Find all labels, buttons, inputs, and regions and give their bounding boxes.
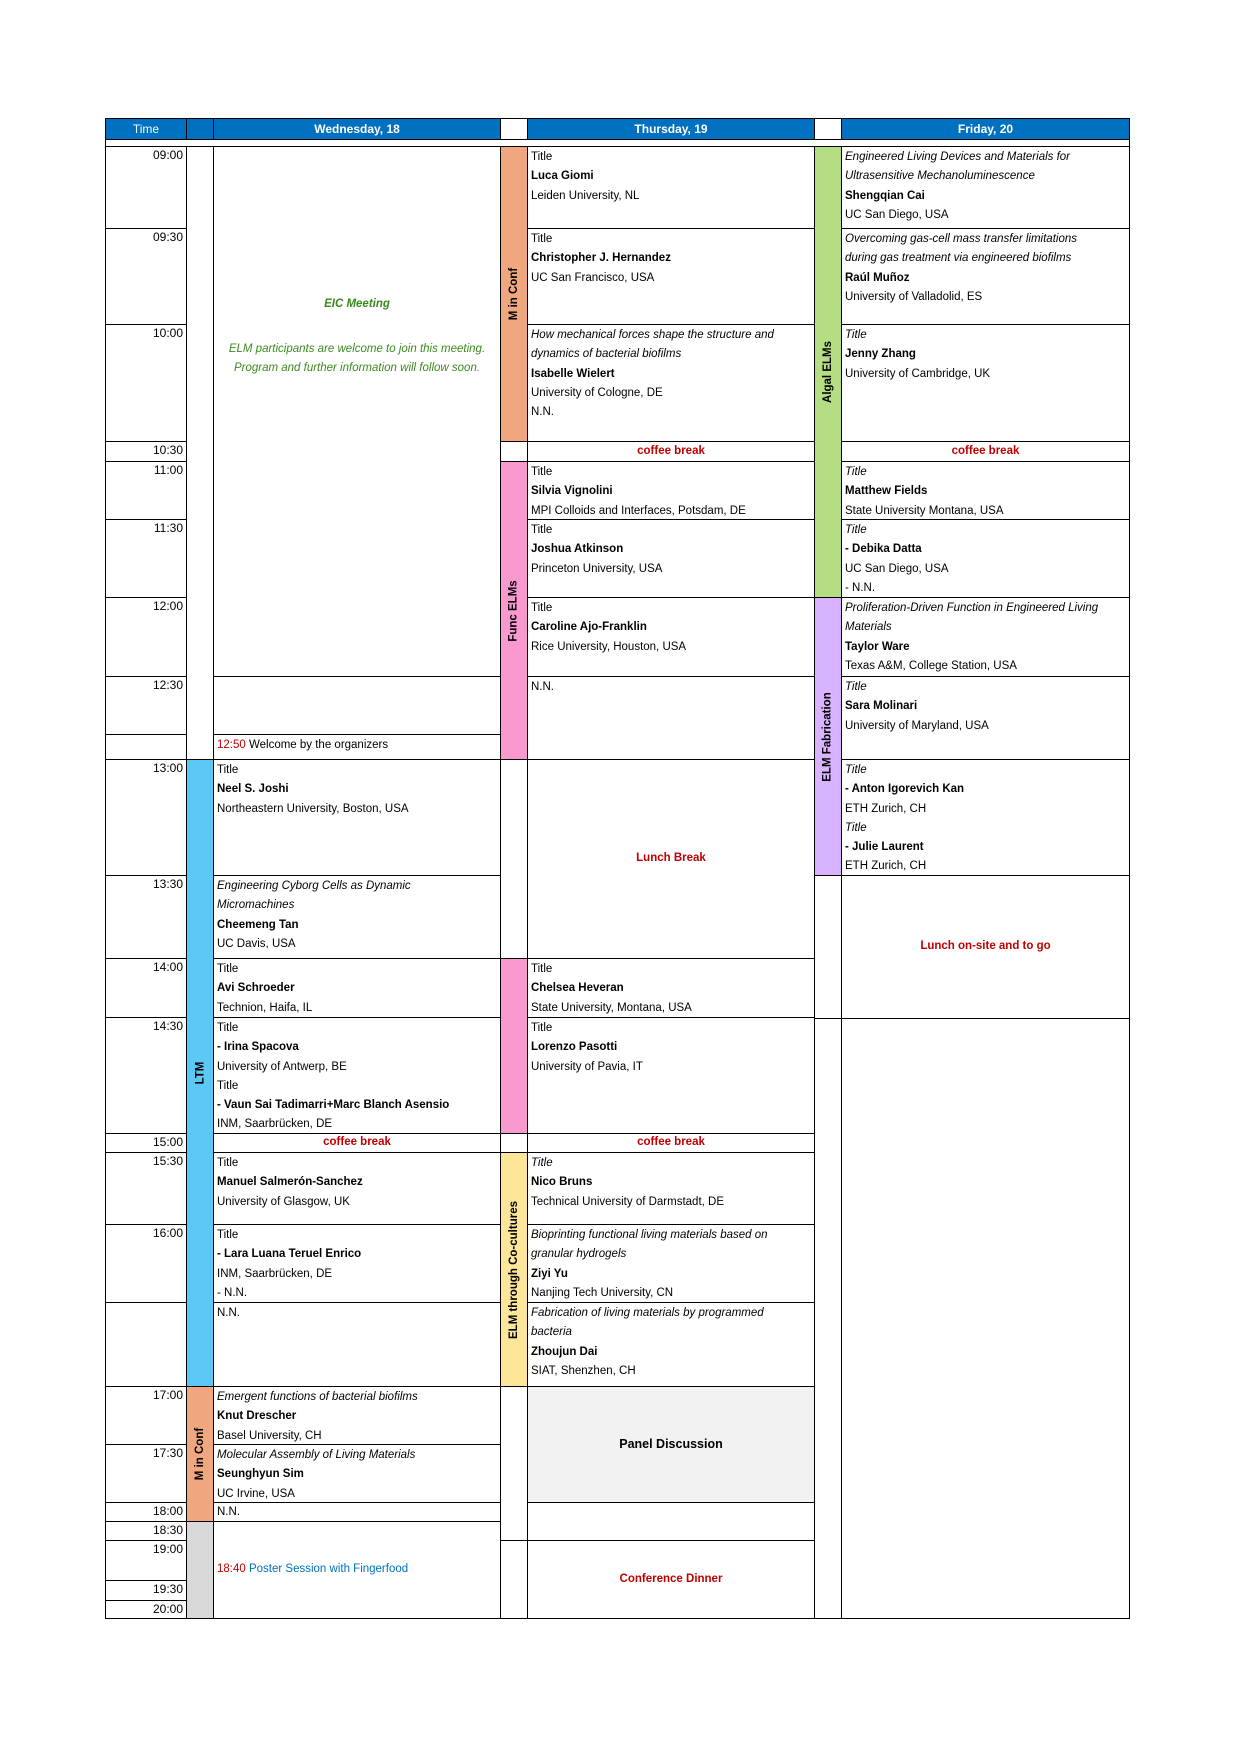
time-divider	[105, 1152, 187, 1153]
thu-1800-empty	[527, 1502, 815, 1541]
wed-coffee-break: coffee break	[213, 1133, 501, 1153]
thu-coffee-break-1: coffee break	[527, 441, 815, 462]
talk-thu-1230-nn: N.N.	[527, 676, 815, 760]
time-divider	[105, 875, 187, 876]
time-label: 11:30	[105, 519, 187, 597]
time-divider	[105, 519, 187, 520]
panel-discussion: Panel Discussion	[527, 1386, 815, 1503]
talk-drescher: Emergent functions of bacterial biofilms Knut Drescher Basel University, CH	[213, 1386, 501, 1445]
time-divider	[105, 676, 187, 677]
session-algal-elms: Algal ELMs	[814, 146, 842, 598]
session-m-in-conf-wed: M in Conf	[186, 1386, 214, 1522]
header-time: Time	[105, 118, 187, 140]
time-label: 19:30	[105, 1580, 187, 1600]
time-divider	[105, 958, 187, 959]
talk-giomi: Title Luca Giomi Leiden University, NL	[527, 146, 815, 229]
eic-title: EIC Meeting	[324, 297, 390, 310]
time-divider	[105, 146, 187, 147]
wed-1230-empty	[213, 676, 501, 735]
lunch-break: Lunch Break	[527, 759, 815, 959]
conference-dinner: Conference Dinner	[527, 1540, 815, 1619]
eic-meeting	[213, 146, 501, 677]
eic-note: ELM participants are welcome to join this meeting. Program and further information will follow soon.	[228, 343, 486, 375]
time-divider	[105, 1580, 187, 1581]
fri-bar-empty	[814, 1018, 842, 1619]
time-label: 20:00	[105, 1600, 187, 1619]
fri-coffee-break: coffee break	[841, 441, 1130, 462]
talk-joshi: Title Neel S. Joshi Northeastern University, Boston, USA	[213, 759, 501, 876]
time-divider	[105, 597, 187, 598]
time-label: 15:30	[105, 1152, 187, 1224]
thu-bar-dinner	[500, 1540, 528, 1619]
talk-atkinson: Title Joshua Atkinson Princeton University, USA	[527, 519, 815, 598]
time-divider	[105, 1133, 187, 1134]
session-elm-fabrication: ELM Fabrication	[814, 597, 842, 876]
talk-fields: Title Matthew Fields State University Montana, USA	[841, 461, 1130, 520]
time-divider	[105, 441, 187, 442]
header-fri-bar	[814, 118, 842, 140]
session-func-elms: Func ELMs	[500, 461, 528, 760]
time-label: 12:00	[105, 597, 187, 676]
time-label: 14:30	[105, 1017, 187, 1133]
talk-bruns: Title Nico Bruns Technical University of Darmstadt, DE	[527, 1152, 815, 1225]
talk-kan-laurent: Title - Anton Igorevich Kan ETH Zurich, CH Title - Julie Laurent ETH Zurich, CH	[841, 759, 1130, 876]
talk-hernandez: Title Christopher J. Hernandez UC San Francisco, USA	[527, 228, 815, 325]
talk-schroeder: Title Avi Schroeder Technion, Haifa, IL	[213, 958, 501, 1018]
fri-afternoon-empty	[841, 1018, 1130, 1619]
time-label: 19:00	[105, 1540, 187, 1580]
time-label: 10:00	[105, 324, 187, 441]
thu-coffee-break-2: coffee break	[527, 1133, 815, 1153]
time-divider	[105, 1017, 187, 1018]
talk-sim: Molecular Assembly of Living Materials Seunghyun Sim UC Irvine, USA	[213, 1444, 501, 1503]
time-divider	[105, 1600, 187, 1601]
talk-wed-1800-nn: N.N.	[213, 1502, 501, 1522]
header-thu-bar	[500, 118, 528, 140]
time-divider	[105, 1386, 187, 1387]
time-label: 16:00	[105, 1224, 187, 1386]
time-divider	[105, 324, 187, 325]
thu-bar-coffee	[500, 441, 528, 462]
talk-datta: Title - Debika Datta UC San Diego, USA - N.N.	[841, 519, 1130, 598]
lunch-on-site: Lunch on-site and to go	[841, 875, 1130, 1019]
time-divider	[105, 1302, 187, 1303]
session-m-in-conf: M in Conf	[500, 146, 528, 442]
time-divider	[105, 734, 187, 735]
talk-wielert: How mechanical forces shape the structure and dynamics of bacterial biofilms Isabelle Wielert University of Cologne, DE N.N.	[527, 324, 815, 442]
talk-salmeron: Title Manuel Salmerón-Sanchez University of Glasgow, UK	[213, 1152, 501, 1225]
wed-welcome	[213, 734, 501, 760]
thu-bar-panel	[500, 1386, 528, 1541]
thu-bar-coffee-2	[500, 1133, 528, 1153]
thu-bar-pink-2	[500, 958, 528, 1134]
time-label: 13:30	[105, 875, 187, 958]
time-divider	[105, 228, 187, 229]
talk-teruel: Title - Lara Luana Teruel Enrico INM, Saarbrücken, DE - N.N.	[213, 1224, 501, 1303]
time-divider	[105, 1224, 187, 1225]
session-co-cultures: ELM through Co-cultures	[500, 1152, 528, 1387]
time-divider	[105, 461, 187, 462]
session-ltm: LTM	[186, 759, 214, 1387]
talk-wed-nn: N.N.	[213, 1302, 501, 1387]
poster-text: Poster Session with Fingerfood	[248, 1563, 409, 1576]
thu-bar-lunch	[500, 759, 528, 959]
talk-spacova: Title - Irina Spacova University of Antwerp, BE Title - Vaun Sai Tadimarri+Marc Blanch Asensio INM, Saarbrücken, DE	[213, 1017, 501, 1134]
time-divider	[105, 1502, 187, 1503]
talk-vignolini: Title Silvia Vignolini MPI Colloids and Interfaces, Potsdam, DE	[527, 461, 815, 520]
time-label: 14:00	[105, 958, 187, 1017]
talk-ware: Proliferation-Driven Function in Engineered Living Materials Taylor Ware Texas A&M, College Station, USA	[841, 597, 1130, 677]
talk-zhang: Title Jenny Zhang University of Cambridge, UK	[841, 324, 1130, 442]
talk-dai: Fabrication of living materials by programmed bacteria Zhoujun Dai SIAT, Shenzhen, CH	[527, 1302, 815, 1387]
time-label: 18:00	[105, 1502, 187, 1521]
header-thursday: Thursday, 19	[527, 118, 815, 140]
talk-heveran: Title Chelsea Heveran State University, Montana, USA	[527, 958, 815, 1018]
poster-session	[213, 1521, 501, 1619]
wed-poster-bar	[186, 1521, 214, 1619]
fri-bar-lunch	[814, 875, 842, 1019]
talk-tan: Engineering Cyborg Cells as Dynamic Micromachines Cheemeng Tan UC Davis, USA	[213, 875, 501, 959]
time-divider	[105, 1444, 187, 1445]
time-label: 13:00	[105, 759, 187, 875]
header-friday: Friday, 20	[841, 118, 1130, 140]
welcome-text: Welcome by the organizers	[248, 739, 389, 751]
time-label: 18:30	[105, 1521, 187, 1540]
time-divider	[105, 759, 187, 760]
talk-molinari: Title Sara Molinari University of Maryland, USA	[841, 676, 1130, 760]
talk-pasotti: Title Lorenzo Pasotti University of Pavia, IT	[527, 1017, 815, 1134]
time-label: 09:00	[105, 146, 187, 228]
header-wednesday: Wednesday, 18	[213, 118, 501, 140]
time-divider	[105, 1540, 187, 1541]
time-label: 09:30	[105, 228, 187, 324]
time-divider	[105, 1521, 187, 1522]
time-label: 11:00	[105, 461, 187, 519]
wed-bar-empty	[186, 146, 214, 760]
time-label: 15:00	[105, 1133, 187, 1152]
talk-ajo-franklin: Title Caroline Ajo-Franklin Rice University, Houston, USA	[527, 597, 815, 677]
talk-munoz: Overcoming gas-cell mass transfer limitations during gas treatment via engineered biofilms Raúl Muñoz University of Valladolid, ES	[841, 228, 1130, 325]
time-label: 17:30	[105, 1444, 187, 1502]
talk-cai: Engineered Living Devices and Materials for Ultrasensitive Mechanoluminescence Shengqian Cai UC San Diego, USA	[841, 146, 1130, 229]
time-label: 12:30	[105, 676, 187, 759]
header-wed-bar	[186, 118, 214, 140]
welcome-time: 12:50	[217, 739, 246, 751]
time-label: 17:00	[105, 1386, 187, 1444]
time-label: 10:30	[105, 441, 187, 461]
poster-time: 18:40	[217, 1563, 246, 1576]
talk-yu: Bioprinting functional living materials based on granular hydrogels Ziyi Yu Nanjing Tech University, CN	[527, 1224, 815, 1303]
